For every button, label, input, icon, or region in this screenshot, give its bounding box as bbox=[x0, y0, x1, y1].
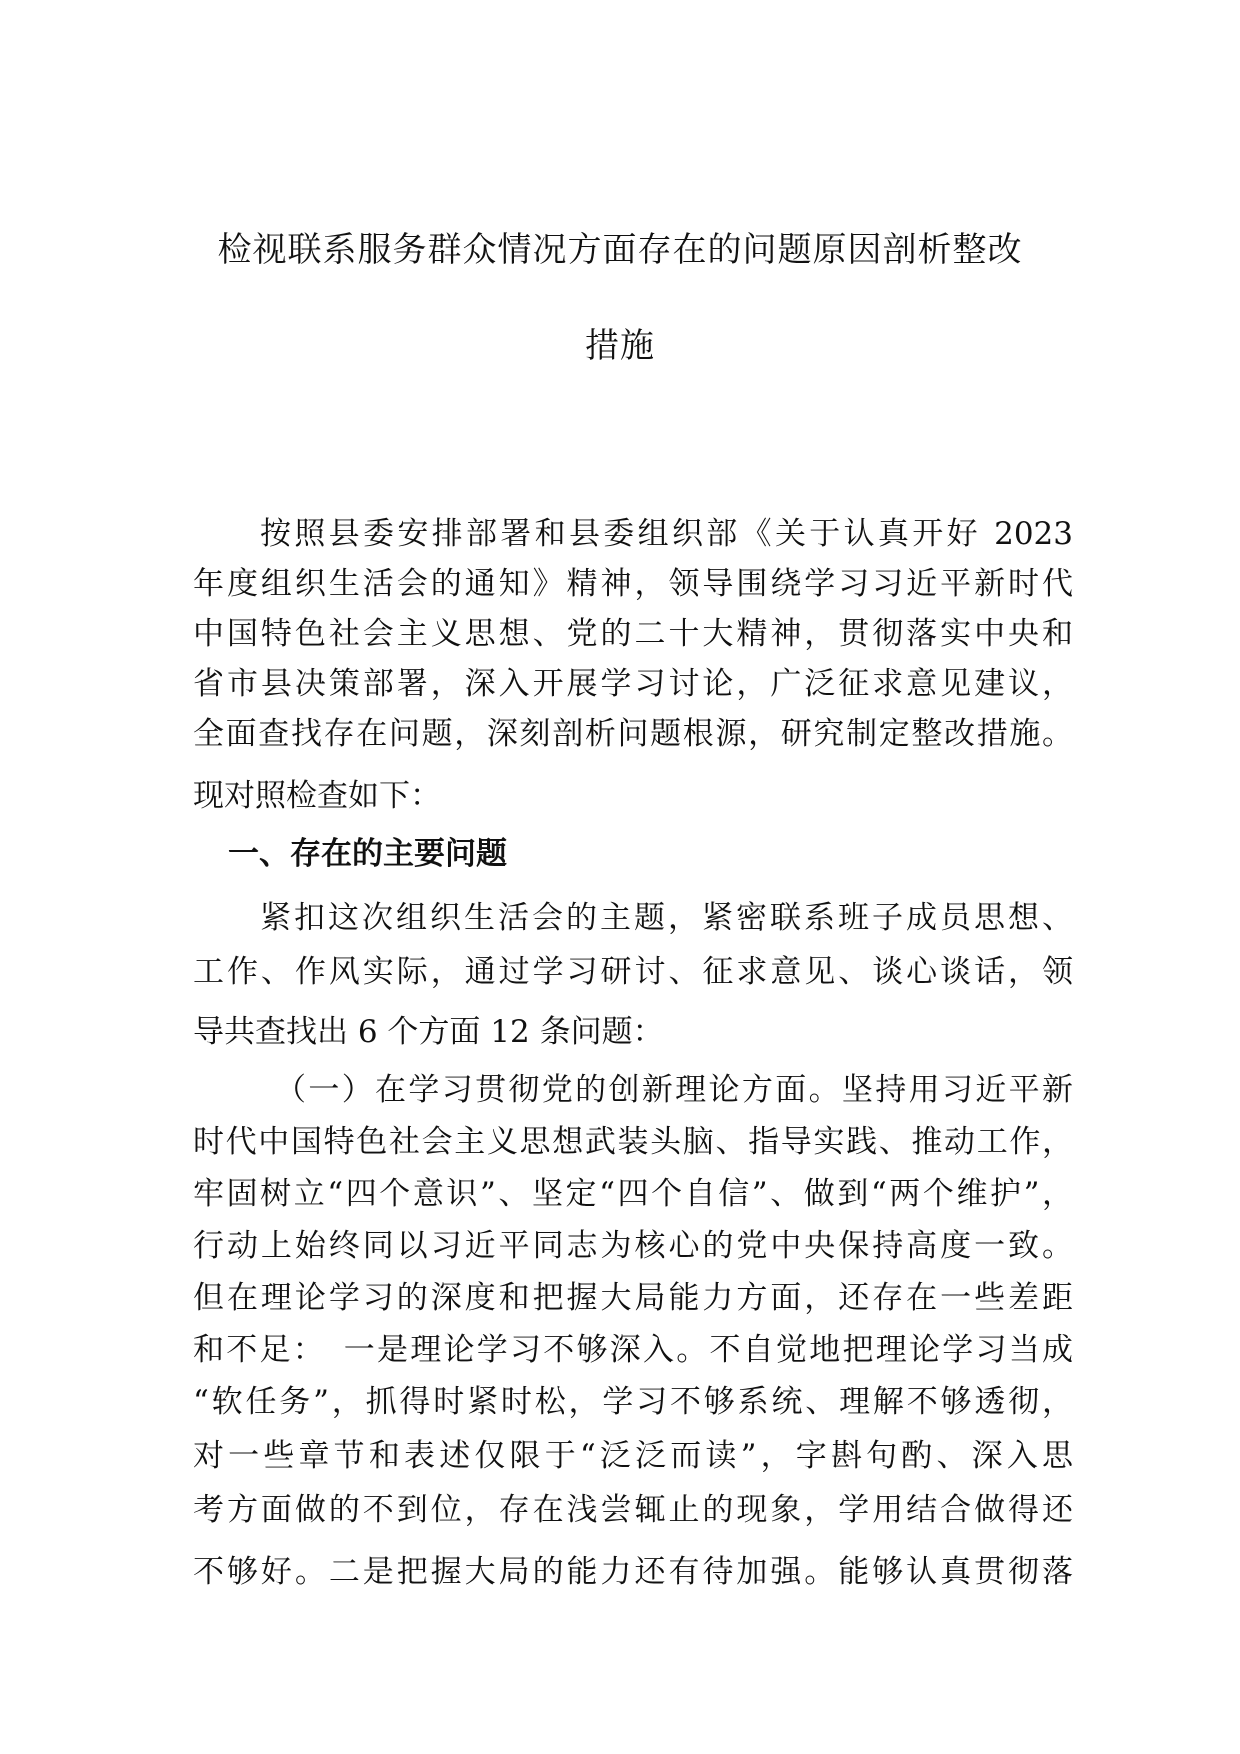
subsection-line: 牢固树立“四个意识”、坚定“四个自信”、做到“两个维护”， bbox=[193, 1176, 1073, 1212]
subsection-line: 对一些章节和表述仅限于“泛泛而读”，字斟句酌、深入思 bbox=[193, 1438, 1073, 1474]
intro-line: 省市县决策部署，深入开展学习讨论，广泛征求意见建议， bbox=[193, 666, 1073, 702]
subsection-line: 和不足： 一是理论学习不够深入。不自觉地把理论学习当成 bbox=[193, 1332, 1073, 1368]
subsection-line: （一）在学习贯彻党的创新理论方面。坚持用习近平新 bbox=[275, 1072, 1073, 1108]
subsection-line: 时代中国特色社会主义思想武装头脑、指导实践、推动工作， bbox=[193, 1124, 1073, 1160]
section-heading: 一、存在的主要问题 bbox=[228, 836, 507, 872]
intro-line: 中国特色社会主义思想、党的二十大精神，贯彻落实中央和 bbox=[193, 616, 1073, 652]
document-title-line-2: 措施 bbox=[585, 326, 655, 366]
intro-line: 现对照检查如下： bbox=[193, 778, 441, 814]
subsection-line: 不够好。二是把握大局的能力还有待加强。能够认真贯彻落 bbox=[193, 1554, 1073, 1590]
document-title-line-1: 检视联系服务群众情况方面存在的问题原因剖析整改 bbox=[217, 230, 1023, 270]
subsection-line: “软任务”，抓得时紧时松，学习不够系统、理解不够透彻， bbox=[193, 1384, 1073, 1420]
subsection-line: 行动上始终同以习近平同志为核心的党中央保持高度一致。 bbox=[193, 1228, 1073, 1264]
section-body-line: 紧扣这次组织生活会的主题，紧密联系班子成员思想、 bbox=[260, 900, 1073, 936]
subsection-line: 但在理论学习的深度和把握大局能力方面，还存在一些差距 bbox=[193, 1280, 1073, 1316]
section-body-line: 导共查找出 6 个方面 12 条问题： bbox=[193, 1014, 664, 1050]
section-body-line: 工作、作风实际，通过学习研讨、征求意见、谈心谈话，领 bbox=[193, 954, 1073, 990]
subsection-line: 考方面做的不到位，存在浅尝辄止的现象，学用结合做得还 bbox=[193, 1492, 1073, 1528]
intro-line: 全面查找存在问题，深刻剖析问题根源，研究制定整改措施。 bbox=[193, 716, 1073, 752]
intro-line: 年度组织生活会的通知》精神，领导围绕学习习近平新时代 bbox=[193, 566, 1073, 602]
intro-line: 按照县委安排部署和县委组织部《关于认真开好 2023 bbox=[260, 516, 1073, 552]
